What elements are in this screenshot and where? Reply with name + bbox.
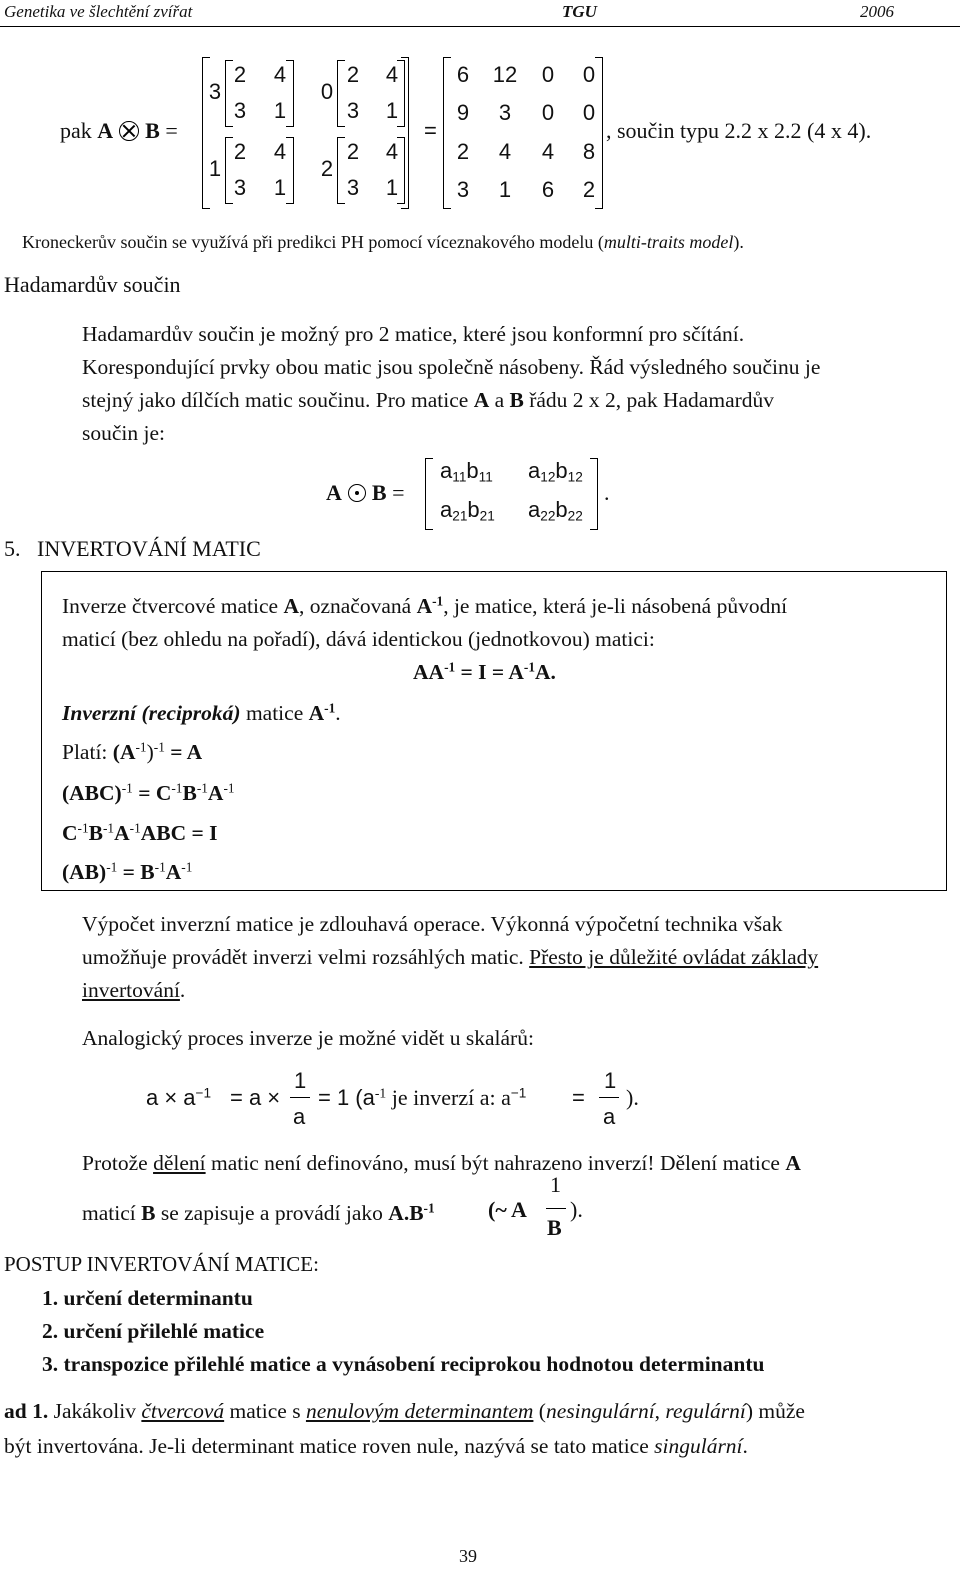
fraction-bar — [599, 1097, 619, 1098]
fraction-bar — [290, 1097, 310, 1098]
para-line: maticí B se zapisuje a provádí jako $A.B^{-1}$ — [82, 1200, 435, 1225]
para-line: Analogický proces inverze je možné vidět u skalárů: — [82, 1026, 534, 1050]
scalar-part: ). — [626, 1085, 639, 1110]
hadamard-cell: $a_{21}b_{21}$ — [440, 497, 495, 524]
box-line: maticí (bez ohledu na pořadí), dává identickou (jednotkovou) matici: — [62, 627, 655, 651]
kron-equals: = — [424, 118, 437, 143]
kron-cell: 2 — [233, 139, 247, 164]
kron-cell: 3 — [346, 175, 360, 200]
result-cell: 12 — [492, 62, 518, 87]
hadamard-end: . — [604, 480, 610, 505]
fraction-denominator: a — [293, 1104, 306, 1129]
box-line: Inverzní (reciproká) matice $A^{-1}$. — [62, 700, 341, 725]
hadamard-para-line: Korespondující prvky obou matic jsou společně násobeny. Řád výsledného součinu je — [82, 355, 821, 379]
page-number: 39 — [459, 1546, 477, 1566]
result-cell: 3 — [456, 177, 470, 202]
fraction-numerator: 1 — [550, 1172, 561, 1197]
result-cell: 4 — [541, 139, 555, 164]
otimes-icon — [119, 121, 139, 141]
section-5-heading: 5. INVERTOVÁNÍ MATIC — [4, 536, 261, 561]
kron-cell: 4 — [385, 139, 399, 164]
result-cell: 6 — [541, 177, 555, 202]
kron-cell: 3 — [346, 98, 360, 123]
result-cell: 9 — [456, 100, 470, 125]
header-left: Genetika ve šlechtění zvířat — [4, 2, 193, 21]
scalar-part: = — [572, 1085, 585, 1110]
scalar-part: = 1 ($a^{-1}$ je inverzí a: $a^{-1}$ — [318, 1085, 527, 1110]
approx-end: ). — [570, 1197, 583, 1222]
hadamard-para-line: součin je: — [82, 421, 165, 445]
approx-expression: (~ A — [488, 1197, 527, 1222]
odot-icon — [348, 484, 366, 502]
kron-tail: , součin typu 2.2 x 2.2 (4 x 4). — [606, 118, 872, 143]
hadamard-para-line: stejný jako dílčích matic součinu. Pro matice A a B řádu 2 x 2, pak Hadamardův — [82, 388, 775, 412]
fraction-numerator: 1 — [604, 1068, 617, 1093]
result-cell: 1 — [498, 177, 512, 202]
header-center: TGU — [562, 2, 597, 21]
kron-cell: 4 — [385, 62, 399, 87]
kron-coef: 0 — [320, 79, 334, 104]
scalar-part: $a \times a^{-1}$ — [146, 1085, 212, 1110]
result-cell: 4 — [498, 139, 512, 164]
para-line: Protože dělení matic není definováno, musí být nahrazeno inverzí! Dělení matice A — [82, 1151, 801, 1175]
ad1-line: být invertována. Je-li determinant matice roven nule, nazývá se tato matice singulární. — [4, 1434, 748, 1458]
header-rule — [0, 26, 960, 27]
header-right: 2006 — [860, 2, 894, 21]
hadamard-heading: Hadamardův součin — [4, 272, 181, 297]
result-cell: 3 — [498, 100, 512, 125]
kron-coef: 1 — [208, 156, 222, 181]
ad1-line: ad 1. Jakákoliv čtvercová matice s nenulovým determinantem (nesingulární, regulární) může — [4, 1399, 805, 1423]
procedure-heading: POSTUP INVERTOVÁNÍ MATICE: — [4, 1252, 319, 1276]
fraction-denominator: a — [603, 1104, 616, 1129]
hadamard-para-line: Hadamardův součin je možný pro 2 matice, které jsou konformní pro sčítání. — [82, 322, 745, 346]
para-line: umožňuje provádět inverzi velmi rozsáhlých matic. Přesto je důležité ovládat základy — [82, 945, 819, 969]
hadamard-bracket — [590, 458, 598, 530]
kron-lhs: pak A B = — [60, 118, 178, 143]
kron-cell: 1 — [273, 98, 287, 123]
fraction-numerator: 1 — [294, 1068, 307, 1093]
kron-cell: 1 — [273, 175, 287, 200]
kron-cell: 3 — [233, 98, 247, 123]
fraction-denominator: B — [547, 1215, 562, 1240]
result-cell: 6 — [456, 62, 470, 87]
result-cell: 2 — [582, 177, 596, 202]
procedure-item: 1. určení determinantu — [42, 1286, 253, 1310]
procedure-item: 3. transpozice přilehlé matice a vynásobení reciprokou hodnotou determinantu — [42, 1352, 765, 1376]
hadamard-cell: $a_{22}b_{22}$ — [528, 497, 583, 524]
result-cell: 0 — [582, 100, 596, 125]
kron-coef: 3 — [208, 79, 222, 104]
result-cell: 0 — [541, 100, 555, 125]
hadamard-cell: $a_{12}b_{12}$ — [528, 458, 583, 485]
kron-coef: 2 — [320, 156, 334, 181]
fraction-bar — [546, 1208, 566, 1209]
kron-cell: 3 — [233, 175, 247, 200]
rule-line: $(ABC)^{-1} = C^{-1}B^{-1}A^{-1}$ — [62, 780, 235, 805]
result-cell: 2 — [456, 139, 470, 164]
rule-line: $C^{-1}B^{-1}A^{-1}ABC = I$ — [62, 820, 218, 845]
hadamard-cell: $a_{11}b_{11}$ — [440, 458, 493, 485]
hadamard-bracket — [425, 458, 433, 530]
kron-cell: 1 — [385, 98, 399, 123]
kron-cell: 2 — [233, 62, 247, 87]
para-line: Výpočet inverzní matice je zdlouhavá operace. Výkonná výpočetní technika však — [82, 912, 783, 936]
box-line: Inverze čtvercové matice A, označovaná $A^{-1}$, je matice, která je-li násobená původní — [62, 593, 788, 618]
kron-cell: 2 — [346, 139, 360, 164]
identity-equation: $AA^{-1} = I = A^{-1}A$. — [413, 659, 556, 684]
result-cell: 0 — [582, 62, 596, 87]
hadamard-lhs: A B = — [326, 480, 405, 505]
result-cell: 0 — [541, 62, 555, 87]
scalar-part: = a × — [230, 1085, 281, 1110]
rule-line: $(AB)^{-1} = B^{-1}A^{-1}$ — [62, 859, 193, 884]
kron-cell: 4 — [273, 62, 287, 87]
procedure-item: 2. určení přilehlé matice — [42, 1319, 265, 1343]
rule-line: Platí: $(A^{-1})^{-1} = A$ — [62, 739, 203, 764]
kron-cell: 4 — [273, 139, 287, 164]
result-cell: 8 — [582, 139, 596, 164]
kronecker-note: Kroneckerův součin se využívá při predikci PH pomocí víceznakového modelu (multi-traits model). — [22, 232, 744, 252]
para-line: invertování. — [82, 978, 186, 1002]
kron-cell: 1 — [385, 175, 399, 200]
kron-cell: 2 — [346, 62, 360, 87]
